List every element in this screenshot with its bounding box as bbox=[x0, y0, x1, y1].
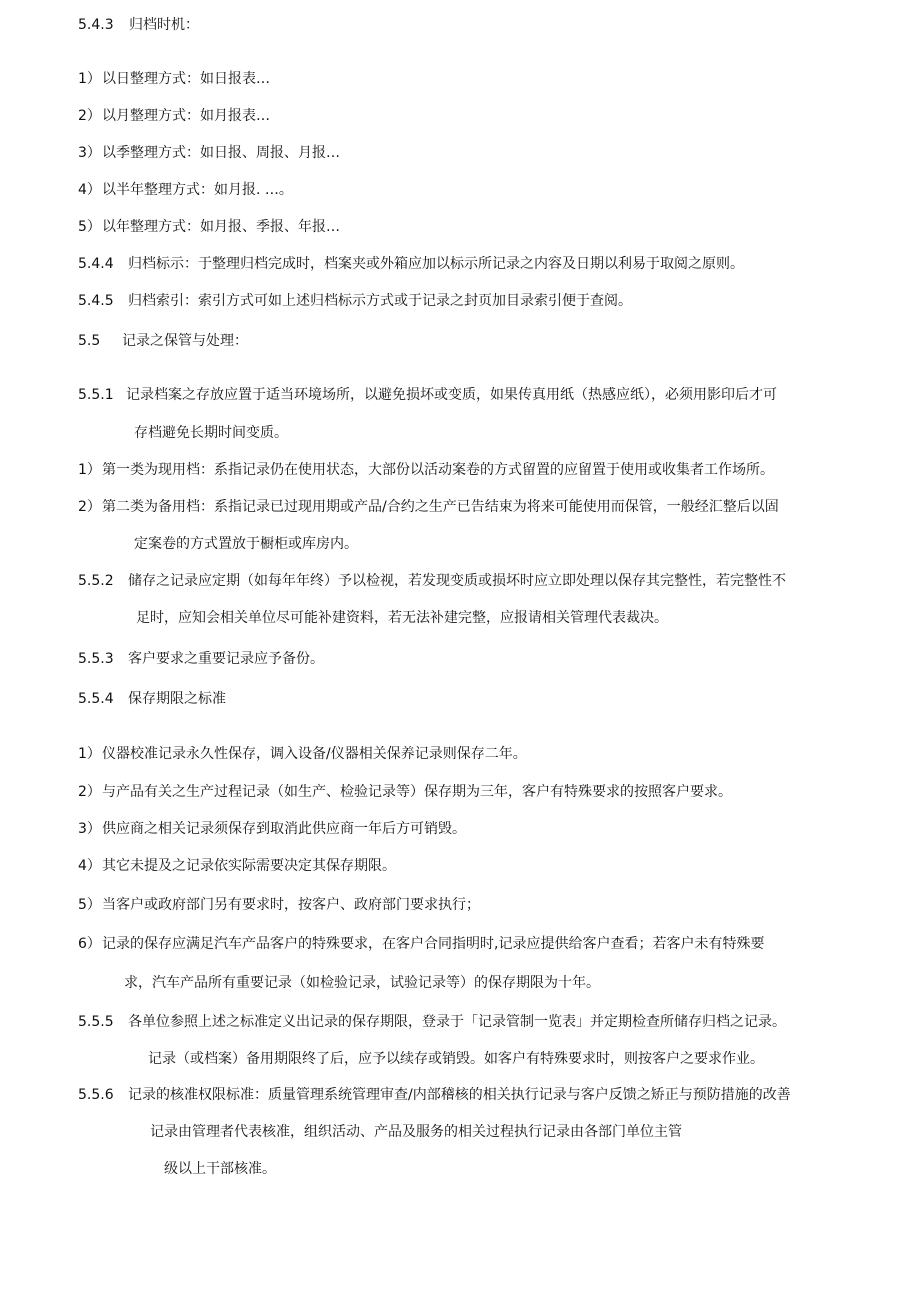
list-item: 1）仪器校准记录永久性保存，调入设备/仪器相关保养记录则保存二年。 bbox=[78, 746, 527, 762]
list-item: 2）以月整理方式：如月报表… bbox=[78, 108, 270, 124]
clause-5-5-2: 5.5.2 储存之记录应定期（如每年年终）予以检视，若发现变质或损坏时应立即处理以保存其完整性，若完整性不 bbox=[78, 573, 786, 589]
list-item-continuation: 定案卷的方式置放于橱柜或库房内。 bbox=[134, 536, 358, 552]
list-item: 2）第二类为备用档：系指记录已过现用期或产品/合约之生产已告结束为将来可能使用而保管，一般经汇整后以固 bbox=[78, 499, 779, 515]
clause-continuation: 存档避免长期时间变质。 bbox=[134, 425, 288, 441]
list-item: 5）当客户或政府部门另有要求时，按客户、政府部门要求执行； bbox=[78, 897, 480, 913]
list-item: 6）记录的保存应满足汽车产品客户的特殊要求，在客户合同指明时,记录应提供给客户查看；若客户未有特殊要 bbox=[78, 936, 765, 952]
clause-5-4-5: 5.4.5 归档索引：索引方式可如上述归档标示方式或于记录之封页加目录索引便于查阅。 bbox=[78, 293, 632, 309]
list-item: 2）与产品有关之生产过程记录（如生产、检验记录等）保存期为三年，客户有特殊要求的按照客户要求。 bbox=[78, 784, 732, 800]
list-item: 3）以季整理方式：如日报、周报、月报… bbox=[78, 145, 340, 161]
list-item: 3）供应商之相关记录须保存到取消此供应商一年后方可销毁。 bbox=[78, 821, 466, 837]
list-item: 5）以年整理方式：如月报、季报、年报… bbox=[78, 219, 340, 235]
list-item: 1）以日整理方式：如日报表… bbox=[78, 71, 270, 87]
clause-continuation: 足时，应知会相关单位尽可能补建资料，若无法补建完整，应报请相关管理代表裁决。 bbox=[136, 610, 668, 626]
clause-5-5-4: 5.5.4 保存期限之标准 bbox=[78, 691, 226, 707]
clause-continuation: 记录（或档案）备用期限终了后，应予以续存或销毁。如客户有特殊要求时，则按客户之要求作业。 bbox=[148, 1051, 764, 1067]
clause-5-5-6: 5.5.6 记录的核准权限标准：质量管理系统管理审查/内部稽核的相关执行记录与客户反馈之矫正与预防措施的改善 bbox=[78, 1087, 791, 1103]
clause-continuation: 记录由管理者代表核准，组织活动、产品及服务的相关过程执行记录由各部门单位主管 bbox=[150, 1124, 682, 1140]
list-item: 1）第一类为现用档：系指记录仍在使用状态，大部份以活动案卷的方式留置的应留置于使用或收集者工作场所。 bbox=[78, 462, 774, 478]
clause-5-5-1: 5.5.1 记录档案之存放应置于适当环境场所，以避免损坏或变质，如果传真用纸（热感应纸），必须用影印后才可 bbox=[78, 387, 777, 403]
clause-continuation: 级以上干部核准。 bbox=[164, 1161, 276, 1177]
clause-5-4-4: 5.4.4 归档标示：于整理归档完成时，档案夹或外箱应加以标示所记录之内容及日期以利易于取阅之原则。 bbox=[78, 256, 744, 272]
heading-5-5: 5.5 记录之保管与处理： bbox=[78, 333, 248, 349]
clause-5-5-3: 5.5.3 客户要求之重要记录应予备份。 bbox=[78, 651, 324, 667]
list-item: 4）其它未提及之记录依实际需要决定其保存期限。 bbox=[78, 858, 396, 874]
list-item-continuation: 求，汽车产品所有重要记录（如检验记录，试验记录等）的保存期限为十年。 bbox=[124, 975, 600, 991]
heading-5-4-3: 5.4.3 归档时机： bbox=[78, 17, 199, 33]
list-item: 4）以半年整理方式：如月报. …。 bbox=[78, 182, 293, 198]
clause-5-5-5: 5.5.5 各单位参照上述之标准定义出记录的保存期限，登录于「记录管制一览表」并定期检查所储存归档之记录。 bbox=[78, 1014, 786, 1030]
